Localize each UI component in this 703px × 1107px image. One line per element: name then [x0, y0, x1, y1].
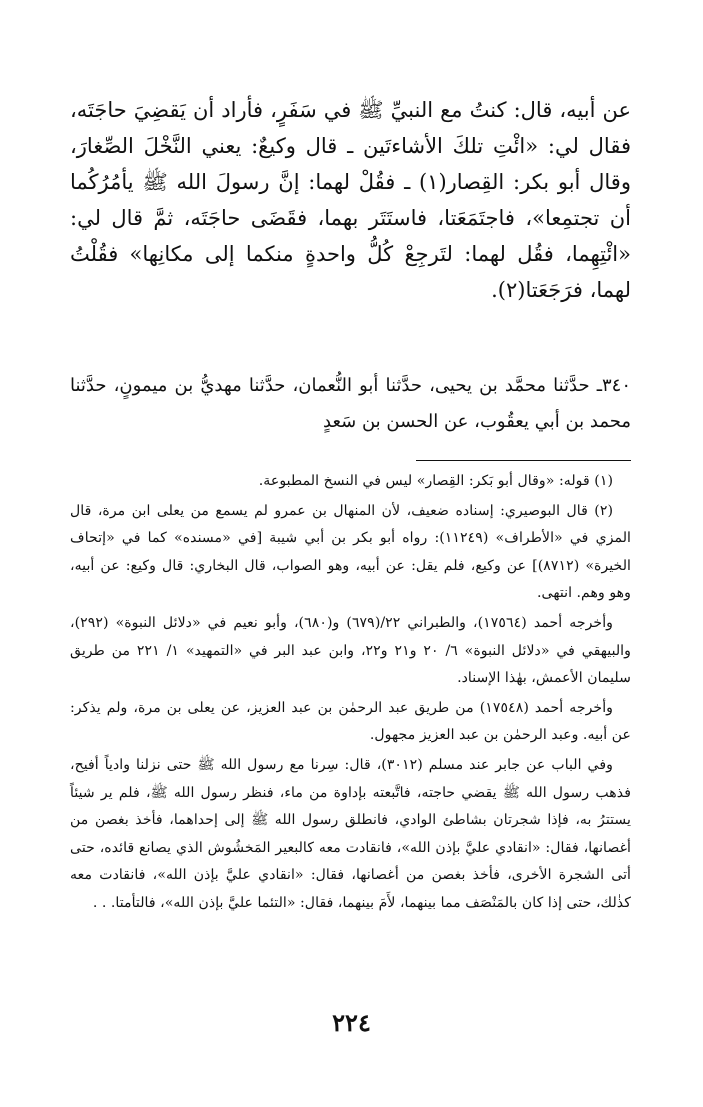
hadith-340: ٣٤٠ـ حدَّثنا محمَّد بن يحيى، حدَّثنا أبو النُّعمان، حدَّثنا مهديُّ بن ميمونٍ، حدَّثنا محمد بن أبي يعقُوب، عن الحسن بن سَعدٍ	[70, 375, 631, 432]
footnote-1: (١) قوله: «وقال أبو بَكر: القِصار» ليس في النسخ المطبوعة.	[258, 473, 613, 489]
footnote-2-ahmad: وأخرجه أحمد (١٧٥٤٨) من طريق عبد الرحمٰن بن عبد العزيز، عن يعلى بن مرة، ولم يذكر: عن أبيه. وعبد الرحمٰن بن عبد العزيز مجهول.	[70, 699, 631, 744]
footnote-2-bab: وفي الباب عن جابر عند مسلم (٣٠١٢)، قال: سِرنا مع رسول الله ﷺ حتى نزلنا وادياً أفيح، فذهب رسول الله ﷺ يقضي حاجته، فاتَّبعته بإداوة من ماء، فنظر رسول الله ﷺ، فلم ير شيئاً يستترُ به، فإذا شجرتان بشاطئ الوادي، فانطلق رسول الله ﷺ إلى إحداهما، فأخذ بغصن من أغصانها، فقال: «انقادي عليَّ بإذن الله»، فانقادت معه كالبعير المَخشُوش الذي يصانع قائده، حتى أتى الشجرة الأخرى، فأخذ بغصن من أغصانها، فقال: «انقادي عليَّ بإذن الله»، فانقادت معه كذٰلك، حتى إذا كان بالمَنْصَف مما بينهما، لأَمَ بينهما، فقال: «التئما عليَّ بإذن الله»، فالتأمتا. . .	[70, 756, 631, 911]
footnotes	[70, 468, 631, 920]
main-paragraph: عن أبيه، قال: كنتُ مع النبيِّ ﷺ في سَفَرٍ، فأراد أن يَقضِيَ حاجَتَه، فقال لي: «ائْتِ تلكَ الأشاءتَين ـ قال وكيعٌ: يعني النَّخْلَ الصِّغارَ، وقال أبو بكر: القِصار(١) ـ فقُلْ لهما: إنَّ رسولَ الله ﷺ يأمُرُكُما أن تجتمِعا»، فاجتَمَعَتا، فاستَتَر بهما، فقَضَى حاجَتَه، ثمَّ قال لي: «ائْتِهِما، فقُل لهما: لتَرجِعْ كُلُّ واحدةٍ منكما إلى مكانِها» فقُلْتُ لهما، فرَجَعَتا(٢).	[70, 98, 631, 302]
page-number: ٢٢٤	[332, 1008, 371, 1037]
footnote-separator	[416, 460, 631, 461]
footnote-2-takhrij: وأخرجه أحمد (١٧٥٦٤)، والطبراني ٢٢/(٦٧٩) و(٦٨٠)، وأبو نعيم في «دلائل النبوة» (٢٩٢)، والبيهقي في «دلائل النبوة» ٦/ ٢٠ و٢١ و٢٢، وابن عبد البر في «التمهيد» ١/ ٢٢١ من طريق سليمان الأعمش، بهٰذا الإسناد.	[70, 614, 631, 687]
footnote-2: (٢) قال البوصيري: إسناده ضعيف، لأن المنهال بن عمرو لم يسمع من يعلى ابن مرة، قال المزي في «الأطراف» (١١٢٤٩): رواه أبو بكر بن أبي شيبة [في «مسنده» كما في «إتحاف الخيرة» (٨٧١٢)] عن وكيع، فلم يقل: عن أبيه، وهو الصواب، قال البخاري: قال وكيع: عن أبيه، وهو وهم. انتهى.	[70, 502, 631, 602]
hadith-block	[70, 368, 631, 440]
main-text-block	[70, 92, 631, 308]
